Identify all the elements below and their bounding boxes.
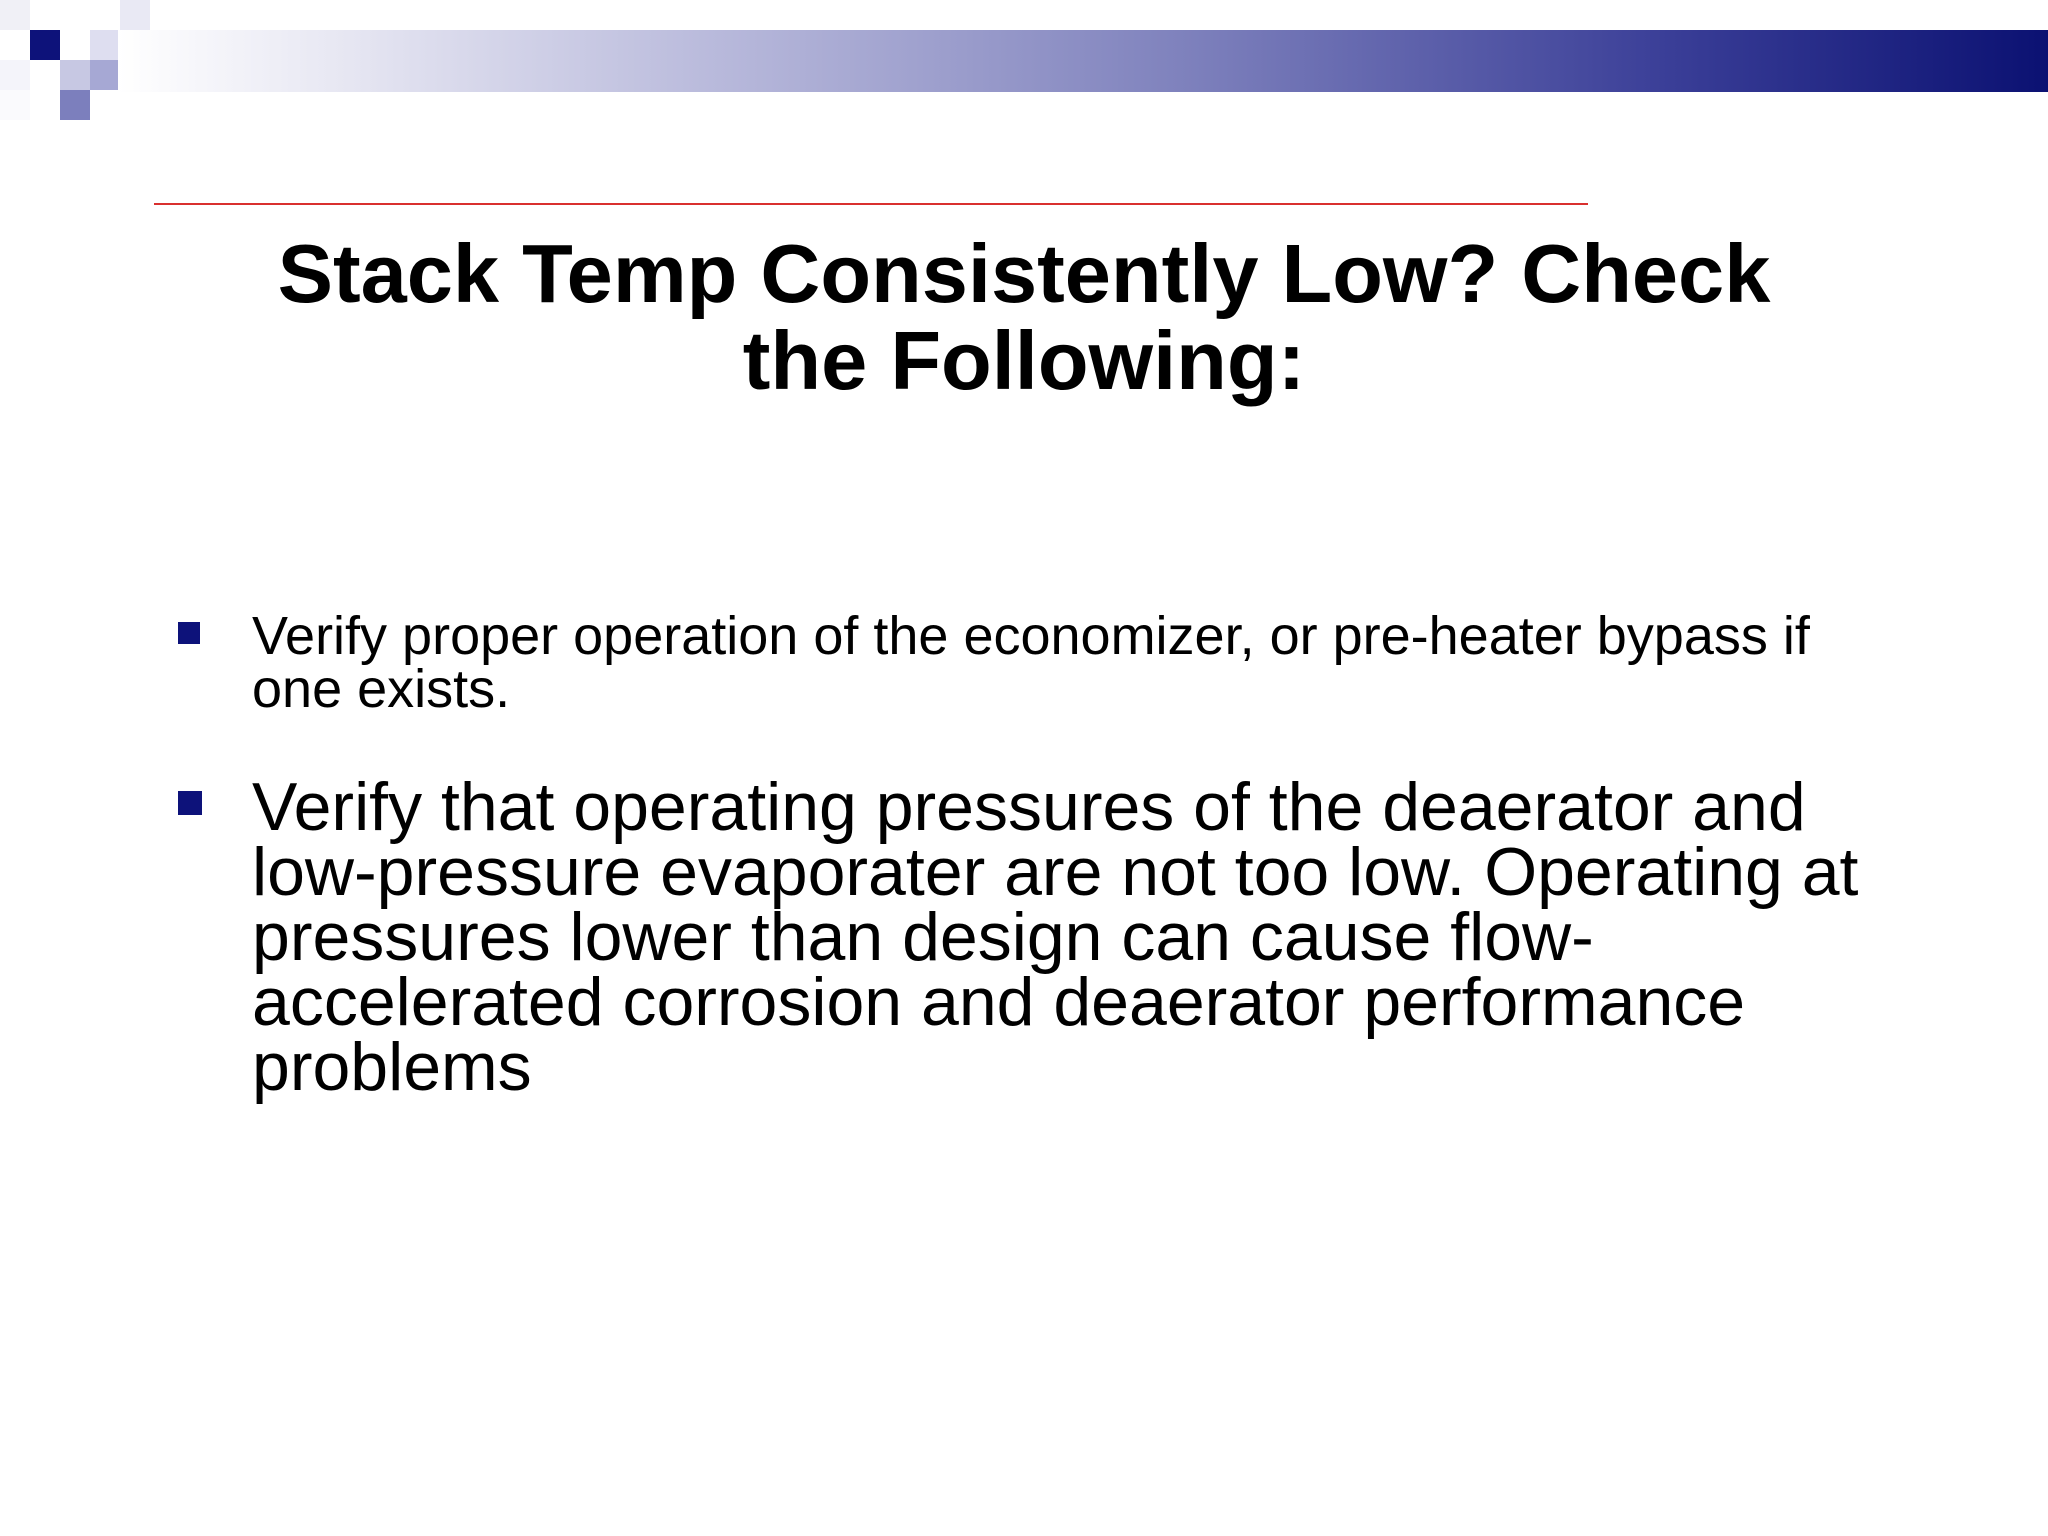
decor-square xyxy=(60,90,90,120)
decor-square xyxy=(120,0,150,30)
title-divider-line xyxy=(154,203,1588,205)
header-gradient-band xyxy=(118,30,2048,92)
slide-title-line-2: the Following: xyxy=(742,314,1306,407)
decor-square xyxy=(0,90,30,120)
decor-square xyxy=(30,30,60,60)
decor-square xyxy=(60,60,90,90)
decor-square xyxy=(90,30,120,60)
slide-title-line-1: Stack Temp Consistently Low? Check xyxy=(277,227,1771,320)
decor-square xyxy=(0,60,30,90)
decor-square xyxy=(0,0,30,30)
decor-square xyxy=(90,60,120,90)
square-bullet-icon xyxy=(178,791,202,815)
slide-title xyxy=(150,227,1898,407)
bullet-text: Verify proper operation of the economizer, or pre-heater bypass if one exists. xyxy=(252,606,1810,719)
square-bullet-icon xyxy=(178,622,200,644)
bullet-text: Verify that operating pressures of the deaerator and low-pressure evaporater are not too low. Operating at pressures lower than design can cause flow-accelerated corrosion and deaerator performance problems xyxy=(252,769,1859,1105)
